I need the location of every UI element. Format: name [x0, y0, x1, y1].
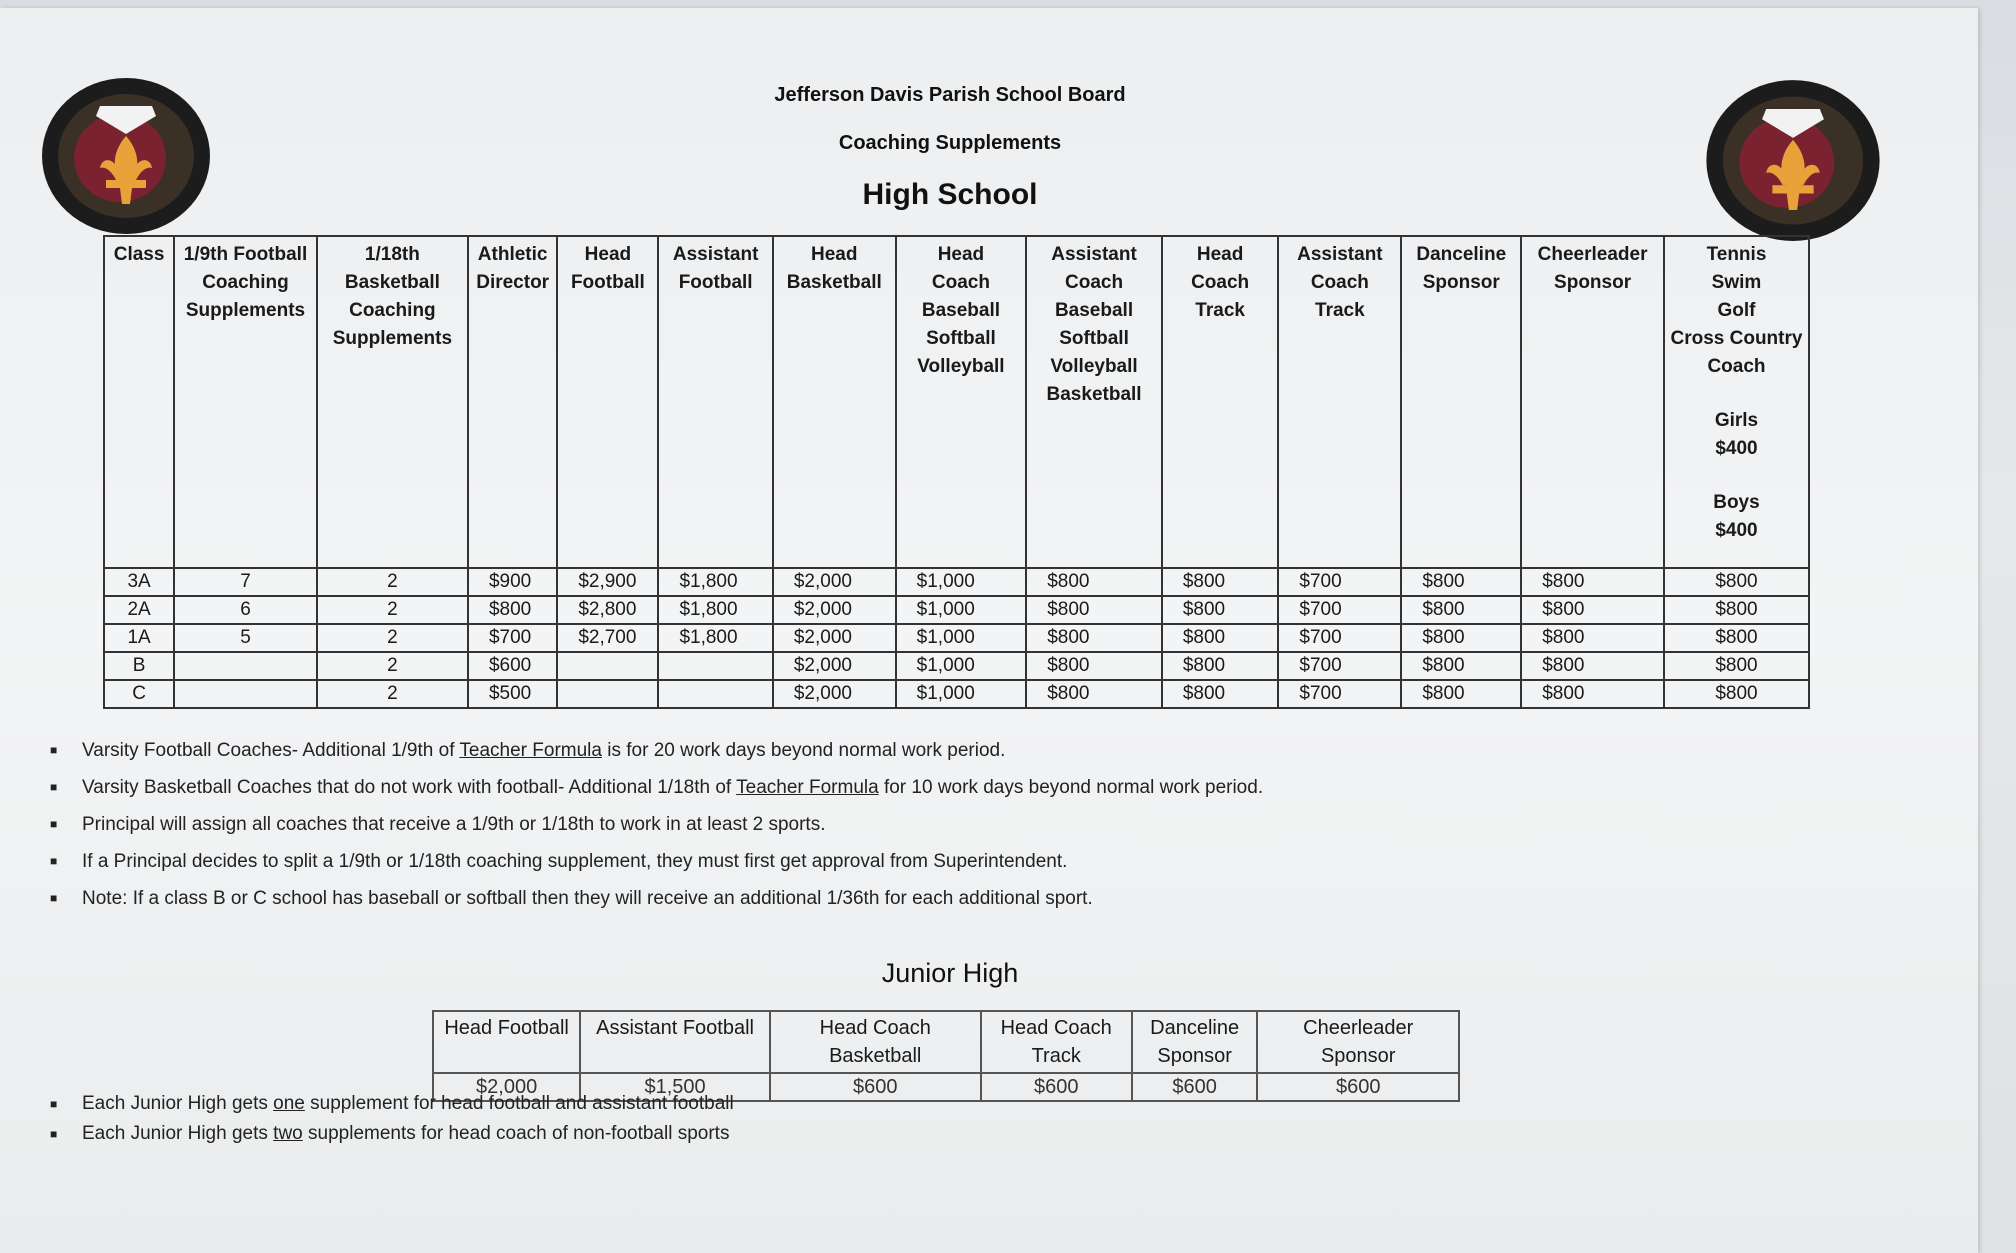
table-cell: $700 [468, 624, 557, 652]
table-header-row [104, 236, 1809, 568]
column-header [104, 236, 174, 568]
table-cell: $800 [1521, 624, 1664, 652]
table-cell: $800 [1162, 680, 1279, 708]
column-header [1162, 236, 1279, 568]
table-cell [174, 652, 317, 680]
table-cell: $800 [1162, 624, 1279, 652]
note-text: is for 20 work days beyond normal work period. [601, 740, 1006, 761]
header-text: Baseball [921, 300, 1001, 321]
table-cell: $800 [1521, 568, 1664, 596]
header-text: Basketball [1046, 384, 1142, 405]
header-text: Coaching [349, 300, 436, 321]
table-cell: 2 [317, 568, 468, 596]
header-text: Sponsor [1554, 272, 1632, 293]
table-cell: $800 [468, 596, 557, 624]
note-text: Note: If a class B or C school has baseball or softball then they will receive an additional 1/36th for each additional sport. [82, 888, 1093, 909]
table-cell: 1A [104, 624, 174, 652]
header-text: Coaching [202, 272, 289, 293]
header-text: Coach [1191, 272, 1250, 293]
table-cell: $1,800 [658, 624, 772, 652]
header-text: Softball [1059, 328, 1129, 349]
header-text: Sponsor [1422, 272, 1500, 293]
table-cell: $800 [1521, 680, 1664, 708]
table-cell: $800 [1162, 652, 1279, 680]
header-text: Head Football [444, 1017, 569, 1039]
table-cell: $800 [1521, 596, 1664, 624]
high-school-notes [46, 732, 1263, 917]
header-text: Basketball [344, 272, 440, 293]
header-text: Sponsor [1320, 1045, 1396, 1067]
table-cell: $800 [1664, 596, 1809, 624]
header-text: Danceline [1150, 1017, 1240, 1039]
table-cell: 6 [174, 596, 317, 624]
table-cell [557, 652, 658, 680]
header-text: Head [811, 244, 858, 265]
column-header [468, 236, 557, 568]
header-text: Coach [1707, 356, 1766, 377]
note-text: If a Principal decides to split a 1/9th or 1/18th coaching supplement, they must first get approval from Superintendent. [82, 851, 1068, 872]
table-cell: $1,000 [896, 652, 1027, 680]
header-text: Track [1195, 300, 1245, 321]
column-header [770, 1011, 981, 1073]
table-cell: $700 [1278, 596, 1401, 624]
note-item [46, 732, 1263, 769]
document-sheet [0, 8, 1978, 1253]
header-text: Basketball [829, 1045, 922, 1067]
note-item [46, 880, 1263, 917]
table-cell: $2,900 [557, 568, 658, 596]
table-cell [658, 652, 772, 680]
note-item [46, 843, 1263, 880]
table-cell: $800 [1664, 680, 1809, 708]
header-text: Athletic [477, 244, 548, 265]
header-text: Director [476, 272, 550, 293]
table-cell: 3A [104, 568, 174, 596]
column-header [1132, 1011, 1258, 1073]
header-text: Girls [1714, 410, 1759, 431]
header-text: Track [1315, 300, 1365, 321]
table-cell: $800 [1521, 652, 1664, 680]
column-header [1257, 1011, 1459, 1073]
table-cell: 5 [174, 624, 317, 652]
column-header [1278, 236, 1401, 568]
note-item [46, 769, 1263, 806]
header-text: Assistant Football [596, 1017, 754, 1039]
note-item [46, 1119, 734, 1149]
header-text: Golf [1717, 300, 1756, 321]
column-header [1026, 236, 1162, 568]
header-text: $400 [1715, 438, 1758, 459]
column-header [981, 1011, 1132, 1073]
table-cell: $2,800 [557, 596, 658, 624]
table-cell: $800 [1026, 624, 1162, 652]
table-cell: $500 [468, 680, 557, 708]
note-emphasis: two [273, 1123, 303, 1144]
column-header [557, 236, 658, 568]
header-text: Assistant [672, 244, 759, 265]
table-cell: $2,000 [773, 624, 896, 652]
table-cell: $800 [1401, 624, 1521, 652]
table-cell: 2A [104, 596, 174, 624]
table-cell: $700 [1278, 624, 1401, 652]
header-text: Basketball [786, 272, 882, 293]
header-text: Boys [1713, 492, 1760, 513]
table-row [104, 624, 1809, 652]
column-header [773, 236, 896, 568]
header-text: Coach [1065, 272, 1124, 293]
table-cell: $700 [1278, 680, 1401, 708]
table-cell: $800 [1664, 624, 1809, 652]
header-text: Head Coach [819, 1017, 931, 1039]
header-spacer [1669, 381, 1804, 407]
table-cell: $1,800 [658, 568, 772, 596]
column-header [580, 1011, 770, 1073]
header-text: Cross Country [1670, 328, 1803, 349]
table-cell: $2,000 [773, 596, 896, 624]
header-text: Football [570, 272, 645, 293]
table-cell: 2 [317, 596, 468, 624]
table-cell [658, 680, 772, 708]
header-text: Assistant [1297, 244, 1383, 265]
note-text: Principal will assign all coaches that receive a 1/9th or 1/18th to work in at least 2 sports. [82, 814, 826, 835]
header-text: Volleyball [1050, 356, 1138, 377]
column-header [1401, 236, 1521, 568]
column-header [174, 236, 317, 568]
table-row [104, 680, 1809, 708]
table-cell: $800 [1401, 680, 1521, 708]
table-cell: $900 [468, 568, 557, 596]
note-emphasis: one [273, 1093, 305, 1114]
board-title: Jefferson Davis Parish School Board [774, 84, 1126, 106]
header-text: Supplements [185, 300, 306, 321]
table-cell: $800 [1026, 596, 1162, 624]
column-header [317, 236, 468, 568]
header-text: Head Coach [1000, 1017, 1112, 1039]
table-cell: $2,000 [773, 568, 896, 596]
table-cell: $800 [1162, 568, 1279, 596]
table-cell: $800 [1026, 568, 1162, 596]
header-text: $400 [1715, 520, 1758, 541]
header-text: Cheerleader [1303, 1017, 1414, 1039]
note-item [46, 1089, 734, 1119]
document-title: Coaching Supplements [838, 132, 1062, 154]
high-school-table [103, 235, 1810, 709]
note-text: Each Junior High gets [82, 1123, 274, 1144]
table-cell: $2,700 [557, 624, 658, 652]
table-cell: $800 [1026, 652, 1162, 680]
column-header [658, 236, 772, 568]
table-cell: $700 [1278, 652, 1401, 680]
table-cell: 2 [317, 652, 468, 680]
note-text: supplements for head coach of non-football sports [302, 1123, 730, 1144]
table-row [104, 596, 1809, 624]
table-cell: $800 [1664, 652, 1809, 680]
header-text: Danceline [1416, 244, 1507, 265]
header-text: Football [678, 272, 753, 293]
table-cell: $800 [1401, 596, 1521, 624]
header-text: Track [1031, 1045, 1081, 1067]
header-spacer [1669, 463, 1804, 489]
header-text: Head [1196, 244, 1244, 265]
note-link-text: Teacher Formula [736, 777, 879, 798]
header-text: 1/18th [364, 244, 420, 265]
table-cell: $2,000 [773, 680, 896, 708]
header-text: Softball [926, 328, 996, 349]
table-cell [174, 680, 317, 708]
note-text: Varsity Basketball Coaches that do not work with football- Additional 1/18th of [82, 777, 737, 798]
table-cell: 2 [317, 680, 468, 708]
column-header [433, 1011, 580, 1073]
table-row [104, 652, 1809, 680]
header-text: Sponsor [1157, 1045, 1232, 1067]
section-title-junior-high: Junior High [881, 958, 1019, 988]
table-cell: $600 [1132, 1073, 1258, 1101]
table-cell: $800 [1401, 652, 1521, 680]
table-cell: $1,000 [896, 596, 1027, 624]
header-text: Volleyball [917, 356, 1005, 377]
table-cell: $600 [981, 1073, 1132, 1101]
table-cell: $600 [468, 652, 557, 680]
header-text: Baseball [1054, 300, 1134, 321]
table-cell: $800 [1162, 596, 1279, 624]
table-cell: $1,000 [896, 624, 1027, 652]
header-text: Assistant [1051, 244, 1137, 265]
table-cell: $800 [1401, 568, 1521, 596]
header-text: Class [113, 244, 165, 265]
table-cell [557, 680, 658, 708]
table-cell: $800 [1026, 680, 1162, 708]
header-text: Coach [1310, 272, 1369, 293]
table-cell: $2,000 [773, 652, 896, 680]
column-header [896, 236, 1027, 568]
table-cell: $1,800 [658, 596, 772, 624]
table-cell: B [104, 652, 174, 680]
note-text: Each Junior High gets [82, 1093, 274, 1114]
table-header-row [433, 1011, 1459, 1073]
table-row [104, 568, 1809, 596]
note-link-text: Teacher Formula [459, 740, 602, 761]
table-cell: $2,000 [433, 1073, 580, 1101]
header-text: 1/9th Football [183, 244, 308, 265]
table-cell: 2 [317, 624, 468, 652]
column-header [1521, 236, 1664, 568]
table-cell: $1,000 [896, 680, 1027, 708]
header-text: Cheerleader [1537, 244, 1648, 265]
note-text: supplement for head football and assistant football [304, 1093, 734, 1114]
junior-high-notes [46, 1089, 734, 1149]
header-text: Supplements [332, 328, 453, 349]
header-text: Head [584, 244, 632, 265]
header-text: Swim [1711, 272, 1762, 293]
table-cell: $600 [770, 1073, 981, 1101]
column-header [1664, 236, 1809, 568]
note-text: for 10 work days beyond normal work period. [878, 777, 1264, 798]
table-cell: $700 [1278, 568, 1401, 596]
table-cell: $600 [1257, 1073, 1459, 1101]
table-cell: $1,000 [896, 568, 1027, 596]
header-text: Tennis [1706, 244, 1767, 265]
section-title-high-school: High School [862, 178, 1038, 211]
table-cell: $1,500 [580, 1073, 770, 1101]
note-item [46, 806, 1263, 843]
table-cell: $800 [1664, 568, 1809, 596]
note-text: Varsity Football Coaches- Additional 1/9th of [82, 740, 460, 761]
table-cell: 7 [174, 568, 317, 596]
header-text: Head [937, 244, 985, 265]
table-cell: C [104, 680, 174, 708]
header-text: Coach [931, 272, 990, 293]
